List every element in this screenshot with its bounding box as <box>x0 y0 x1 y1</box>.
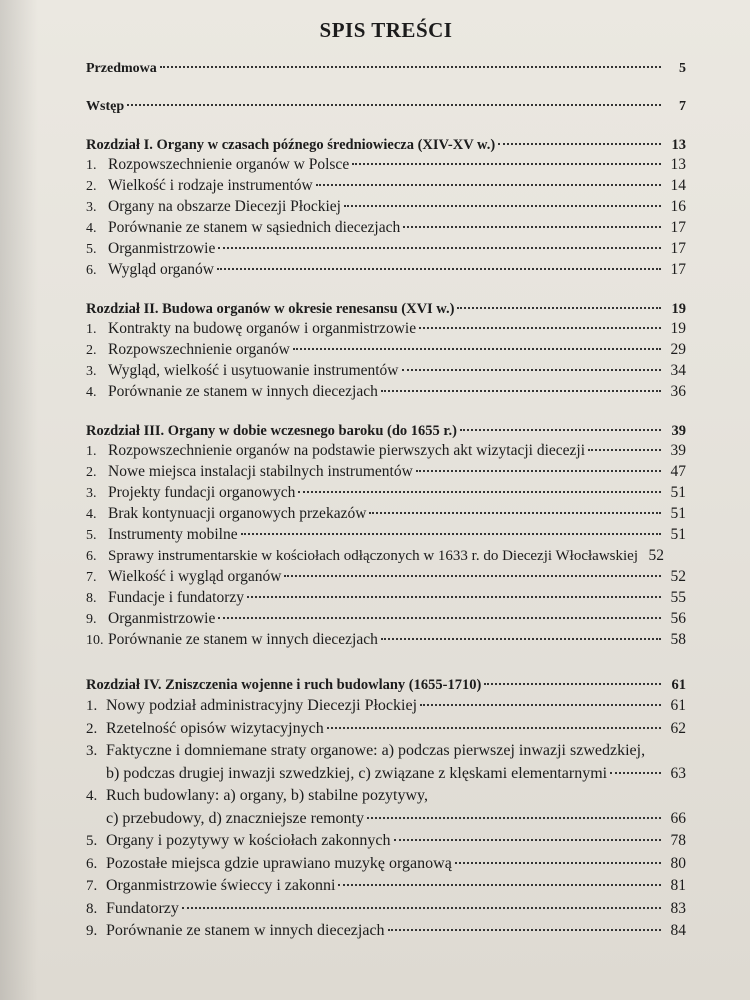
item-label: Projekty fundacji organowych <box>108 484 296 501</box>
item-page: 62 <box>670 719 686 737</box>
dot-leader <box>218 247 661 249</box>
item-number: 2. <box>86 179 97 194</box>
item-number: 6. <box>86 263 97 278</box>
dot-leader <box>419 327 661 329</box>
chapter-title: Rozdział IV. Zniszczenia wojenne i ruch budowlany (1655-1710) <box>86 677 482 693</box>
dot-leader <box>247 596 661 598</box>
item-number: 2. <box>86 720 98 737</box>
item-first-line <box>86 785 686 808</box>
dot-leader <box>293 348 661 350</box>
dot-leader <box>588 449 661 451</box>
item-number: 8. <box>86 900 98 917</box>
dot-leader <box>344 205 661 207</box>
item-page: 14 <box>670 177 686 194</box>
item-continuation <box>86 808 686 831</box>
item-label: Porównanie ze stanem w sąsiednich diecezjach <box>108 219 401 236</box>
item-page: 58 <box>670 631 686 648</box>
item-page: 17 <box>670 219 686 236</box>
dot-leader <box>182 907 661 909</box>
item-page: 34 <box>670 362 686 379</box>
item-page: 13 <box>670 156 686 173</box>
item-number: 2. <box>86 465 97 480</box>
item-page: 63 <box>670 764 686 782</box>
item-number: 9. <box>86 612 97 627</box>
dot-leader <box>241 533 661 535</box>
item-page: 52 <box>648 547 664 564</box>
item-number: 7. <box>86 570 97 585</box>
toc-item <box>86 197 686 218</box>
entry-label: Wstęp <box>86 99 125 114</box>
item-label: Organmistrzowie <box>108 610 216 627</box>
page-shadow <box>0 0 38 1000</box>
item-label: Nowy podział administracyjny Diecezji Płockiej <box>106 697 418 714</box>
item-number: 1. <box>86 444 97 459</box>
item-page: 61 <box>670 697 686 714</box>
item-page: 36 <box>670 383 686 400</box>
chapter-2 <box>86 299 686 403</box>
toc-entry-wstep <box>86 97 686 117</box>
dot-leader <box>218 617 661 619</box>
item-label: Fundatorzy <box>106 899 179 917</box>
item-number: 5. <box>86 242 97 257</box>
toc-item-multiline <box>86 785 686 830</box>
item-label: Wygląd organów <box>108 261 214 278</box>
item-number: 5. <box>86 528 97 543</box>
dot-leader <box>160 66 661 68</box>
item-label: Ruch budowlany: a) organy, b) stabilne pozytywy, <box>106 787 429 804</box>
item-page: 51 <box>670 526 686 543</box>
item-label: Organy i pozytywy w kościołach zakonnych <box>106 832 391 849</box>
toc-item <box>86 218 686 239</box>
toc-item <box>86 483 686 504</box>
toc-item <box>86 340 686 361</box>
item-number: 10. <box>86 633 104 648</box>
item-number: 1. <box>86 158 97 173</box>
item-label: Wygląd, wielkość i usytuowanie instrumentów <box>108 362 399 379</box>
item-label: Organy na obszarze Diecezji Płockiej <box>108 198 341 215</box>
item-label: Pozostałe miejsca gdzie uprawiano muzykę organową <box>106 854 452 872</box>
item-page: 29 <box>670 341 686 358</box>
dot-leader <box>381 390 661 392</box>
toc-item <box>86 441 686 462</box>
dot-leader <box>403 226 661 228</box>
item-label: Brak kontynuacji organowych przekazów <box>108 505 367 522</box>
item-number: 8. <box>86 591 97 606</box>
item-first-line <box>86 740 686 763</box>
item-number: 2. <box>86 343 97 358</box>
item-label: Nowe miejsca instalacji stabilnych instrumentów <box>108 463 413 480</box>
toc-item <box>86 630 686 651</box>
item-label-cont: b) podczas drugiej inwazji szwedzkiej, c) związane z klęskami elementarnymi <box>106 764 608 782</box>
toc-item <box>86 853 686 876</box>
chapter-page: 39 <box>671 423 686 439</box>
entry-label: Przedmowa <box>86 61 157 76</box>
item-page: 55 <box>670 589 686 606</box>
dot-leader <box>388 929 661 931</box>
dot-leader <box>369 512 661 514</box>
item-label: Porównanie ze stanem w innych diecezjach <box>108 383 378 400</box>
entry-page: 5 <box>679 61 686 76</box>
item-label: Porównanie ze stanem w innych diecezjach <box>106 922 385 939</box>
dot-leader <box>498 143 661 145</box>
item-label: Rzetelność opisów wizytacyjnych <box>106 719 324 737</box>
item-number: 7. <box>86 878 98 894</box>
dot-leader <box>217 268 661 270</box>
item-number: 4. <box>86 221 97 236</box>
item-page: 51 <box>670 505 686 522</box>
dot-leader <box>455 862 661 864</box>
chapter-page: 19 <box>671 301 686 317</box>
item-number: 6. <box>86 855 98 872</box>
item-number: 3. <box>86 486 97 501</box>
dot-leader <box>316 184 661 186</box>
toc-item <box>86 504 686 525</box>
chapter-4 <box>86 675 686 943</box>
item-page: 16 <box>670 198 686 215</box>
item-page: 81 <box>670 877 686 894</box>
item-number: 3. <box>86 743 98 759</box>
dot-leader <box>484 683 661 685</box>
toc-item <box>86 462 686 483</box>
toc-item <box>86 155 686 176</box>
toc-content <box>86 18 686 943</box>
item-page: 19 <box>670 320 686 337</box>
dot-leader <box>127 104 661 106</box>
item-number: 1. <box>86 698 98 714</box>
item-page: 47 <box>670 463 686 480</box>
dot-leader <box>381 638 661 640</box>
toc-item <box>86 695 686 718</box>
toc-item <box>86 609 686 630</box>
item-number: 5. <box>86 833 98 849</box>
chapter-heading <box>86 135 686 155</box>
dot-leader <box>460 429 661 431</box>
item-number: 4. <box>86 788 98 804</box>
toc-item <box>86 898 686 921</box>
item-number: 1. <box>86 322 97 337</box>
chapter-heading <box>86 675 686 695</box>
chapter-title: Rozdział I. Organy w czasach późnego średniowiecza (XIV-XV w.) <box>86 137 496 153</box>
chapter-3 <box>86 421 686 651</box>
toc-item <box>86 319 686 340</box>
chapter-page: 61 <box>671 677 686 693</box>
item-label: Instrumenty mobilne <box>108 526 238 543</box>
item-label: Faktyczne i domniemane straty organowe: a) podczas pierwszej inwazji szwedzkiej, <box>106 742 646 759</box>
toc-item <box>86 260 686 281</box>
item-page: 56 <box>670 610 686 627</box>
item-label: Organmistrzowie świeccy i zakonni <box>106 877 336 894</box>
toc-item <box>86 525 686 546</box>
toc-item <box>86 830 686 853</box>
item-number: 9. <box>86 923 98 939</box>
dot-leader <box>457 307 661 309</box>
item-label: Wielkość i wygląd organów <box>108 568 282 585</box>
dot-leader <box>402 369 661 371</box>
item-page: 83 <box>670 899 686 917</box>
item-page: 80 <box>670 854 686 872</box>
toc-item <box>86 546 686 567</box>
item-page: 17 <box>670 240 686 257</box>
dot-leader <box>298 491 661 493</box>
item-label: Porównanie ze stanem w innych diecezjach <box>108 631 378 648</box>
item-page: 78 <box>670 832 686 849</box>
item-label: Fundacje i fundatorzy <box>108 589 245 606</box>
item-label: Wielkość i rodzaje instrumentów <box>108 177 313 194</box>
chapter-heading <box>86 421 686 441</box>
item-number: 3. <box>86 200 97 215</box>
chapter-title: Rozdział II. Budowa organów w okresie renesansu (XVI w.) <box>86 301 455 317</box>
item-page: 52 <box>670 568 686 585</box>
entry-page: 7 <box>679 99 686 114</box>
item-label: Rozpowszechnienie organów <box>108 341 290 358</box>
item-label: Sprawy instrumentarskie w kościołach odłączonych w 1633 r. do Diecezji Włocławskiej <box>108 548 638 564</box>
dot-leader <box>394 839 661 841</box>
dot-leader <box>338 884 661 886</box>
item-page: 84 <box>670 922 686 939</box>
item-label: Kontrakty na budowę organów i organmistrzowie <box>108 320 417 337</box>
toc-item <box>86 567 686 588</box>
dot-leader <box>327 727 661 729</box>
item-page: 17 <box>670 261 686 278</box>
toc-item <box>86 239 686 260</box>
chapter-title: Rozdział III. Organy w dobie wczesnego baroku (do 1655 r.) <box>86 423 457 439</box>
item-label: Rozpowszechnienie organów w Polsce <box>108 156 350 173</box>
toc-item-multiline <box>86 740 686 785</box>
toc-item <box>86 920 686 943</box>
item-page: 66 <box>670 809 686 827</box>
item-number: 4. <box>86 507 97 522</box>
toc-item <box>86 875 686 898</box>
dot-leader <box>352 163 661 165</box>
toc-item <box>86 361 686 382</box>
dot-leader <box>367 817 661 819</box>
item-number: 3. <box>86 364 97 379</box>
page-title: SPIS TREŚCI <box>319 18 453 42</box>
toc-item <box>86 382 686 403</box>
item-number: 4. <box>86 385 97 400</box>
chapter-page: 13 <box>671 137 686 153</box>
dot-leader <box>610 772 661 774</box>
dot-leader <box>420 704 661 706</box>
item-label: Organmistrzowie <box>108 240 216 257</box>
item-label: Rozpowszechnienie organów na podstawie pierwszych akt wizytacji diecezji <box>108 442 586 459</box>
chapter-heading <box>86 299 686 319</box>
toc-item <box>86 588 686 609</box>
toc-entry-przedmowa <box>86 59 686 79</box>
item-page: 39 <box>670 442 686 459</box>
item-continuation <box>86 763 686 786</box>
item-number: 6. <box>86 549 97 564</box>
dot-leader <box>416 470 661 472</box>
dot-leader <box>284 575 661 577</box>
toc-item <box>86 176 686 197</box>
item-label-cont: c) przebudowy, d) znaczniejsze remonty <box>106 809 364 827</box>
chapter-1 <box>86 135 686 281</box>
toc-item <box>86 718 686 741</box>
item-page: 51 <box>670 484 686 501</box>
